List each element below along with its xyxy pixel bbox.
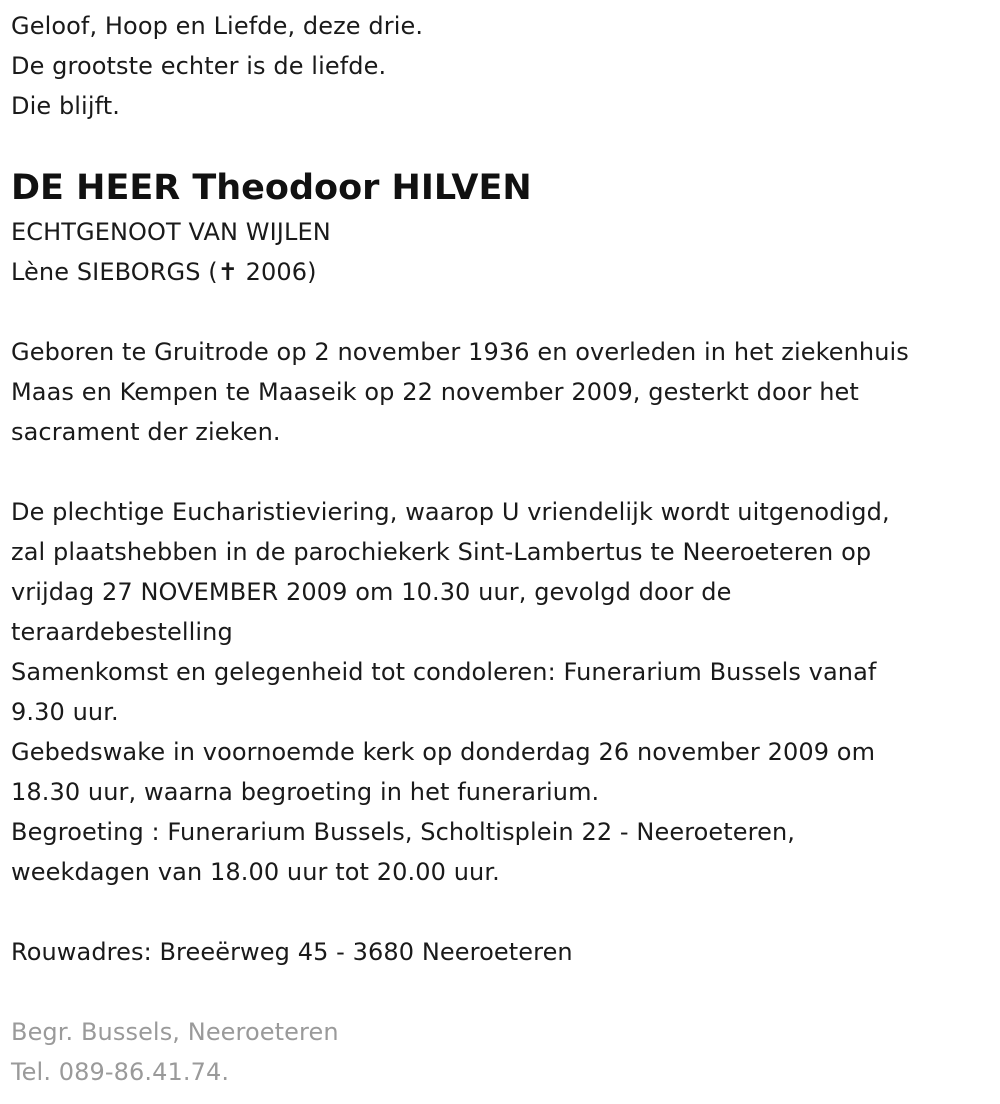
spouse-name: Lène SIEBORGS (✝ 2006) [11, 258, 317, 286]
paragraph-line: Samenkomst en gelegenheid tot condoleren: Funerarium Bussels vanaf [11, 658, 877, 686]
verse [11, 6, 996, 126]
paragraph-line: sacrament der zieken. [11, 418, 281, 446]
paragraph-line: Geboren te Gruitrode op 2 november 1936 en overleden in het ziekenhuis [11, 338, 909, 366]
deceased-name-title: DE HEER Theodoor HILVEN [11, 168, 532, 208]
mourning-address: Rouwadres: Breeërweg 45 - 3680 Neeroeteren [11, 938, 573, 966]
birth-death-paragraph [11, 332, 996, 452]
paragraph-line: Maas en Kempen te Maaseik op 22 november 2009, gesterkt door het [11, 378, 859, 406]
verse-line: Geloof, Hoop en Liefde, deze drie. [11, 12, 424, 40]
undertaker-name: Begr. Bussels, Neeroeteren [11, 1018, 339, 1046]
footer [11, 1012, 996, 1092]
paragraph-line: weekdagen van 18.00 uur tot 20.00 uur. [11, 858, 500, 886]
ceremony-paragraph [11, 492, 996, 892]
verse-line: Die blijft. [11, 92, 120, 120]
paragraph-line: 18.30 uur, waarna begroeting in het funerarium. [11, 778, 600, 806]
paragraph-line: teraardebestelling [11, 618, 233, 646]
paragraph-line: zal plaatshebben in de parochiekerk Sint-Lambertus te Neeroeteren op [11, 538, 872, 566]
spouse-relation: ECHTGENOOT VAN WIJLEN [11, 218, 331, 246]
paragraph-line: Gebedswake in voornoemde kerk op donderdag 26 november 2009 om [11, 738, 876, 766]
paragraph-line: vrijdag 27 NOVEMBER 2009 om 10.30 uur, gevolgd door de [11, 578, 732, 606]
obituary-document [11, 6, 996, 1092]
paragraph-line: 9.30 uur. [11, 698, 119, 726]
undertaker-phone: Tel. 089-86.41.74. [11, 1058, 230, 1086]
paragraph-line: Begroeting : Funerarium Bussels, Scholtisplein 22 - Neeroeteren, [11, 818, 796, 846]
verse-line: De grootste echter is de liefde. [11, 52, 387, 80]
paragraph-line: De plechtige Eucharistieviering, waarop U vriendelijk wordt uitgenodigd, [11, 498, 890, 526]
spouse-block [11, 212, 996, 292]
